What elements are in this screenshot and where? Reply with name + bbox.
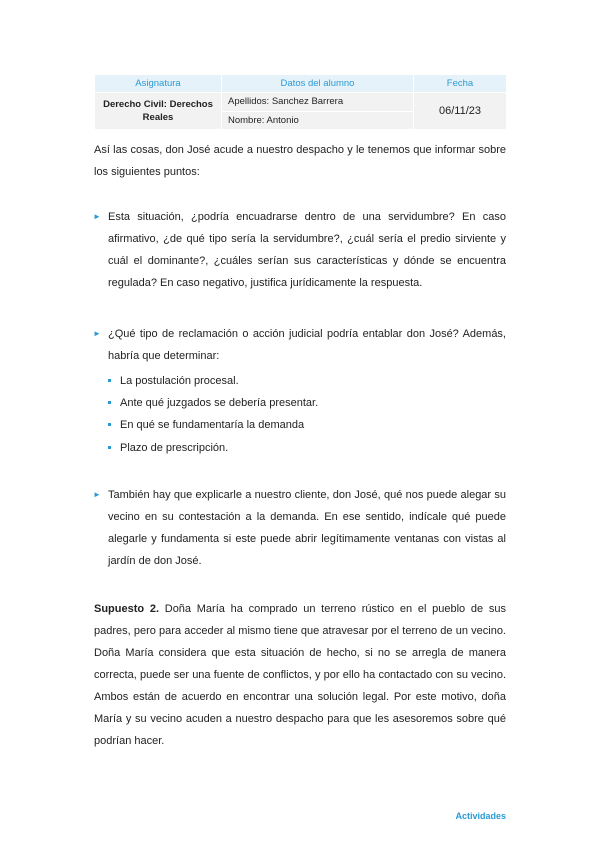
sub-item: Ante qué juzgados se debería presentar. xyxy=(108,392,318,414)
footer-label: Actividades xyxy=(455,811,506,821)
square-bullet-icon xyxy=(108,423,111,426)
sub-item: Plazo de prescripción. xyxy=(108,437,228,459)
header-col-student: Datos del alumno xyxy=(222,75,414,93)
name-cell: Nombre: Antonio xyxy=(222,111,414,130)
case-2-paragraph xyxy=(94,598,506,752)
case-2-label: Supuesto 2. xyxy=(94,603,160,615)
bullet-item: ¿Qué tipo de reclamación o acción judicial podría entablar don José? Además, habría que determinar: xyxy=(108,328,506,362)
header-col-date: Fecha xyxy=(414,75,507,93)
square-bullet-icon xyxy=(108,446,111,449)
bullet-item: Esta situación, ¿podría encuadrarse dentro de una servidumbre? En caso afirmativo, ¿de qué tipo sería la servidumbre?, ¿cuál sería el predio sirviente y cuál el dominante?, ¿cuáles serían sus características y dónde se encuentra regulada? En caso negativo, justifica jurídicamente la respuesta. xyxy=(108,211,506,289)
arrow-bullet-icon: ► xyxy=(93,329,101,338)
sub-item: En qué se fundamentaría la demanda xyxy=(108,414,304,436)
square-bullet-icon xyxy=(108,379,111,382)
bullet-item: También hay que explicarle a nuestro cliente, don José, qué nos puede alegar su vecino en su contestación a la demanda. En ese sentido, indícale qué puede alegarle y fundamenta si este puede abrir legítimamente ventanas con vistas al jardín de don José. xyxy=(108,489,506,567)
arrow-bullet-icon: ► xyxy=(93,490,101,499)
arrow-bullet-icon: ► xyxy=(93,212,101,221)
date-cell: 06/11/23 xyxy=(414,93,507,130)
case-2-text: Doña María ha comprado un terreno rústico en el pueblo de sus padres, pero para acceder al mismo tiene que atravesar por el terreno de un vecino. Doña María considera que esta situación de hecho, si no se arregla de manera correcta, puede ser una fuente de conflictos, y por ello ha contactado con su vecino. Ambos están de acuerdo en encontrar una solución legal. Por este motivo, doña María y su vecino acuden a nuestro despacho para que les asesoremos sobre qué podrían hacer. xyxy=(94,603,506,747)
header-table xyxy=(94,74,507,130)
sub-item: La postulación procesal. xyxy=(108,370,239,392)
subject-cell: Derecho Civil: Derechos Reales xyxy=(95,93,222,130)
surname-cell: Apellidos: Sanchez Barrera xyxy=(222,93,414,112)
header-col-subject: Asignatura xyxy=(95,75,222,93)
intro-paragraph: Así las cosas, don José acude a nuestro despacho y le tenemos que informar sobre los siguientes puntos: xyxy=(94,144,506,178)
square-bullet-icon xyxy=(108,401,111,404)
